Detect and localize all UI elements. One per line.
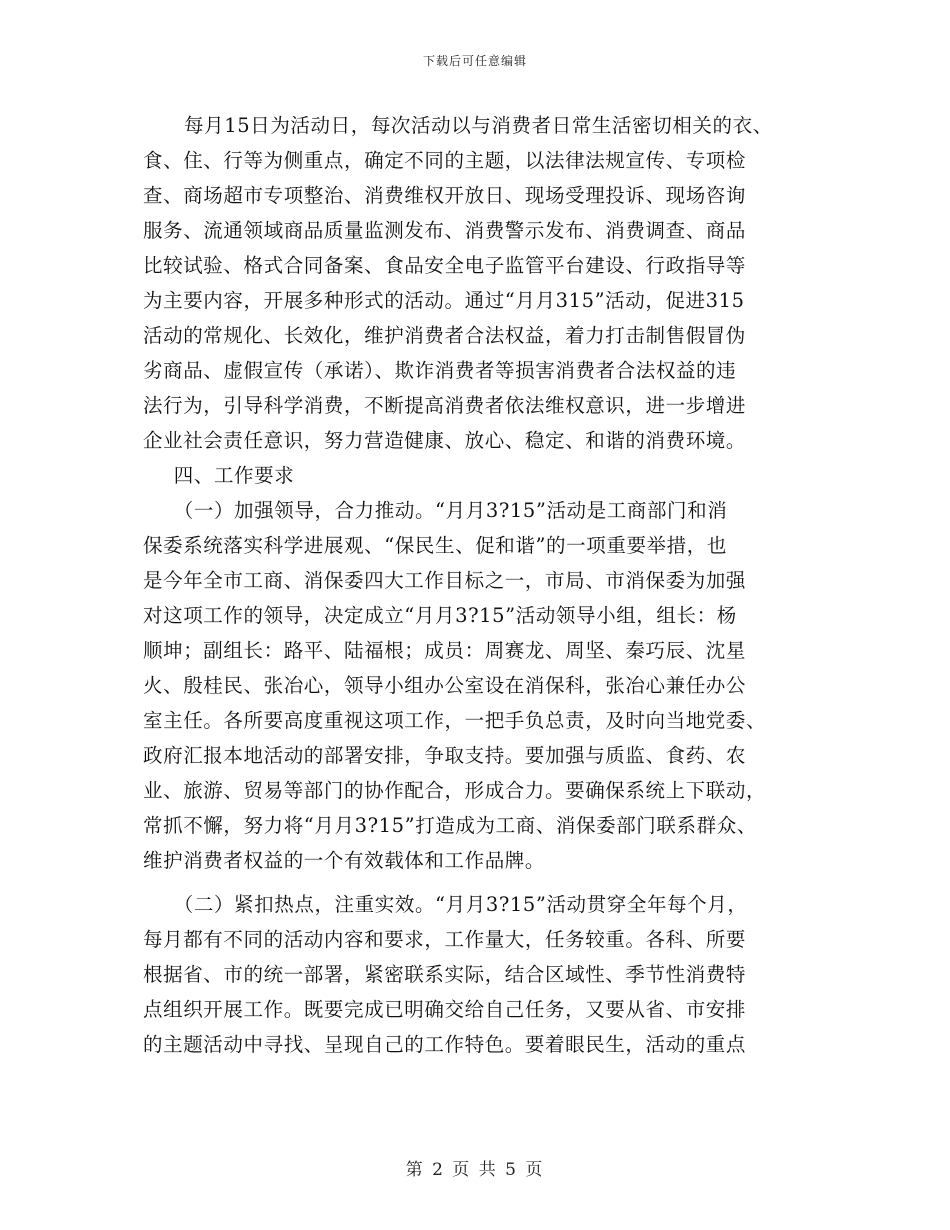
text-line: 政府汇报本地活动的部署安排，争取支持。要加强与质监、食药、农 <box>143 744 747 767</box>
text-line: 每月都有不同的活动内容和要求，工作量大，任务较重。各科、所要 <box>143 928 747 951</box>
text-line: 业、旅游、贸易等部门的协作配合，形成合力。要确保系统上下联动， <box>143 779 767 802</box>
text-line: 根据省、市的统一部署，紧密联系实际，结合区域性、季节性消费特 <box>143 963 747 986</box>
text-line: 的主题活动中寻找、呈现自己的工作特色。要着眼民生，活动的重点 <box>143 1033 747 1056</box>
text-line: 顺坤；副组长：路平、陆福根；成员：周赛龙、周坚、秦巧辰、沈星 <box>143 639 747 662</box>
text-line: 点组织开展工作。既要完成已明确交给自己任务，又要从省、市安排 <box>143 998 747 1021</box>
text-line: 食、住、行等为侧重点，确定不同的主题，以法律法规宣传、专项检 <box>143 149 747 172</box>
text-line: 活动的常规化、长效化，维护消费者合法权益，着力打击制售假冒伪 <box>143 324 747 347</box>
text-line: 是今年全市工商、消保委四大工作目标之一，市局、市消保委为加强 <box>143 569 747 592</box>
page-header: 下载后可任意编辑 <box>422 54 527 68</box>
text-line: 法行为，引导科学消费，不断提高消费者依法维权意识，进一步增进 <box>143 394 747 417</box>
text-line: （一）加强领导，合力推动。“月月3?15”活动是工商部门和消 <box>173 499 728 522</box>
text-line: 四、工作要求 <box>173 464 295 487</box>
text-line: 每月15日为活动日，每次活动以与消费者日常生活密切相关的衣、 <box>184 114 773 137</box>
text-line: 企业社会责任意识，努力营造健康、放心、稳定、和谐的消费环境。 <box>143 429 747 452</box>
text-line: 室主任。各所要高度重视这项工作，一把手负总责，及时向当地党委、 <box>143 709 767 732</box>
text-line: （二）紧扣热点，注重实效。“月月3?15”活动贯穿全年每个月， <box>173 893 748 916</box>
document-body <box>143 108 808 1062</box>
text-line: 火、殷桂民、张冶心，领导小组办公室设在消保科，张冶心兼任办公 <box>143 674 747 697</box>
text-line: 查、商场超市专项整治、消费维权开放日、现场受理投诉、现场咨询 <box>143 184 747 207</box>
text-line: 常抓不懈，努力将“月月3?15”打造成为工商、消保委部门联系群众、 <box>143 814 757 837</box>
text-line: 为主要内容，开展多种形式的活动。通过“月月315”活动，促进315 <box>143 289 745 312</box>
text-line: 维护消费者权益的一个有效载体和工作品牌。 <box>143 849 546 872</box>
text-line: 保委系统落实科学进展观、“保民生、促和谐”的一项重要举措，也 <box>143 534 727 557</box>
text-line: 劣商品、虚假宣传（承诺）、欺诈消费者等损害消费者合法权益的违 <box>143 359 737 382</box>
text-line: 服务、流通领域商品质量监测发布、消费警示发布、消费调查、商品 <box>143 219 747 242</box>
page-number-footer: 第 2 页 共 5 页 <box>405 1160 545 1180</box>
text-line: 比较试验、格式合同备案、食品安全电子监管平台建设、行政指导等 <box>143 254 747 277</box>
text-line: 对这项工作的领导，决定成立“月月3?15”活动领导小组，组长：杨 <box>143 604 737 627</box>
